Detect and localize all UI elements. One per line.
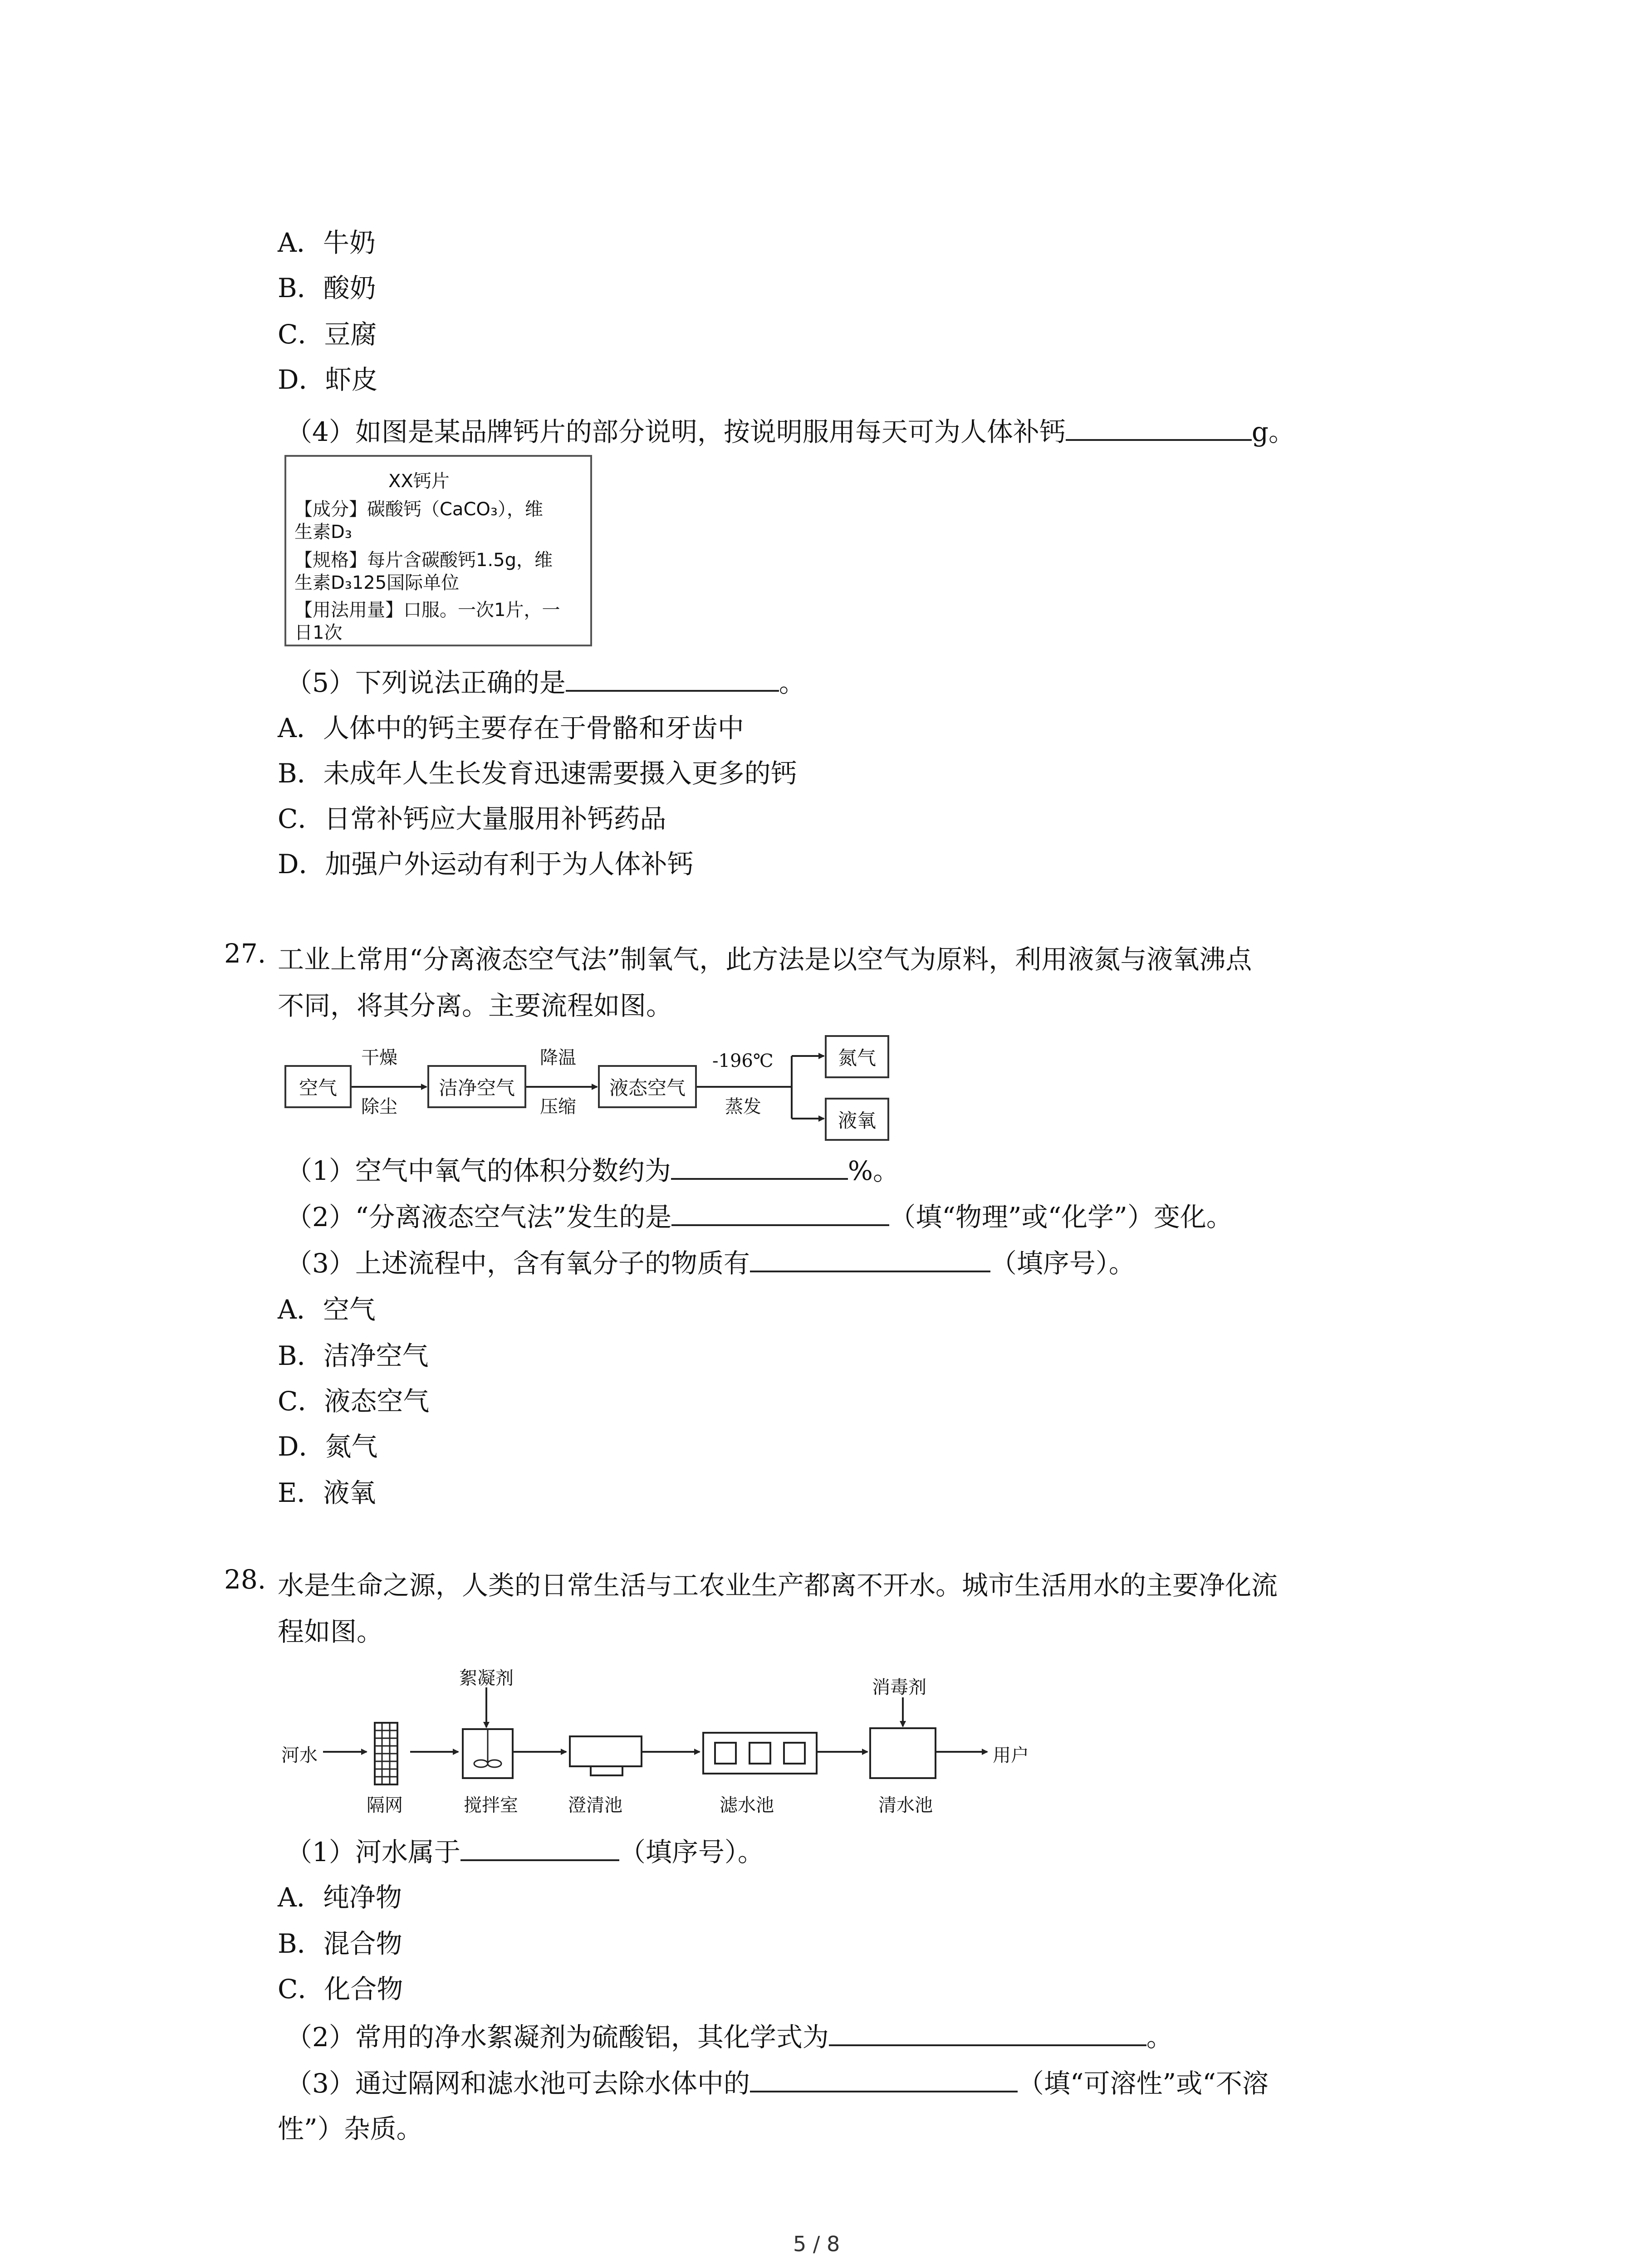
q27-option-a: A．空气 (278, 1294, 376, 1325)
q27-option-b: B．洁净空气 (278, 1340, 429, 1371)
step3-top-label: -196℃ (712, 1051, 774, 1071)
label-line-4: 生素D₃125国际单位 (294, 572, 460, 593)
flow-box-air: 空气 (284, 1065, 352, 1108)
q27-stem-line1: 工业上常用“分离液态空气法”制氧气，此方法是以空气为原料，利用液氮与液氧沸点 (278, 944, 1252, 975)
label-clarifier: 澄清池 (568, 1795, 622, 1816)
q28-stem-line1: 水是生命之源，人类的日常生活与工农业生产都离不开水。城市生活用水的主要净化流 (278, 1570, 1278, 1601)
flow-box-liquid-air: 液态空气 (598, 1065, 697, 1108)
q26-option-b: B．酸奶 (278, 273, 376, 303)
screen-grid-icon (375, 1723, 397, 1784)
page-number: 5 / 8 (793, 2232, 840, 2256)
q26-sub5-option-a: A．人体中的钙主要存在于骨骼和牙齿中 (278, 713, 744, 743)
q26-sub5-option-b: B．未成年人生长发育迅速需要摄入更多的钙 (278, 758, 797, 789)
q26-sub5-option-d: D．加强户外运动有利于为人体补钙 (278, 849, 694, 880)
label-filter-pool: 滤水池 (720, 1795, 774, 1816)
answer-blank[interactable] (829, 2021, 1146, 2046)
mixing-tank-icon (463, 1729, 513, 1778)
q27-option-e: E．液氧 (278, 1477, 376, 1508)
step2-top-label: 降温 (540, 1047, 576, 1068)
q26-sub4: （4）如图是某品牌钙片的部分说明，按说明服用每天可为人体补钙 g。 (286, 416, 1295, 447)
q27-number: 27. (224, 938, 266, 969)
q28-option-a: A．纯净物 (278, 1882, 402, 1913)
label-line-1: 【成分】碳酸钙（CaCO₃），维 (294, 499, 543, 520)
q27-option-d: D．氮气 (278, 1431, 378, 1462)
step1-top-label: 干燥 (361, 1047, 397, 1068)
label-line-6: 日1次 (294, 622, 343, 643)
q28-option-c: C．化合物 (278, 1974, 403, 2004)
clarifier-tank-icon (570, 1736, 642, 1775)
label-clean-water-pool: 清水池 (878, 1795, 933, 1816)
answer-blank[interactable] (460, 1836, 619, 1861)
filter-pool-icon (703, 1733, 817, 1774)
flow-box-nitrogen: 氮气 (825, 1035, 889, 1078)
flow-box-liquid-oxygen: 液氧 (825, 1098, 889, 1141)
q26-option-a: A．牛奶 (278, 227, 376, 258)
answer-blank[interactable] (750, 2067, 1018, 2092)
label-disinfectant: 消毒剂 (872, 1677, 926, 1698)
q27-stem-line2: 不同，将其分离。主要流程如图。 (278, 990, 673, 1021)
label-title: XX钙片 (388, 471, 450, 492)
clean-pool-icon (870, 1728, 936, 1778)
q28-sub3: （3）通过隔网和滤水池可去除水体中的 （填“可溶性”或“不溶 (286, 2068, 1269, 2099)
label-user: 用户 (993, 1745, 1029, 1766)
label-line-2: 生素D₃ (294, 522, 352, 543)
q27-sub2: （2）“分离液态空气法”发生的是 （填“物理”或“化学”）变化。 (286, 1202, 1233, 1232)
step1-bottom-label: 除尘 (361, 1096, 397, 1117)
q27-sub1: （1）空气中氧气的体积分数约为 %。 (286, 1155, 900, 1186)
q26-sub5-option-c: C．日常补钙应大量服用补钙药品 (278, 803, 666, 834)
q26-sub5: （5）下列说法正确的是 。 (286, 667, 805, 698)
q28-sub2: （2）常用的净水絮凝剂为硫酸铝，其化学式为 。 (286, 2022, 1173, 2053)
label-line-3: 【规格】每片含碳酸钙1.5g，维 (294, 550, 553, 571)
label-river-water: 河水 (281, 1745, 318, 1766)
q28-sub3-line2: 性”）杂质。 (278, 2113, 423, 2144)
q28-option-b: B．混合物 (278, 1928, 402, 1959)
label-flocculant: 絮凝剂 (459, 1668, 514, 1689)
q26-option-c: C．豆腐 (278, 319, 377, 350)
q28-stem-line2: 程如图。 (278, 1616, 383, 1647)
q27-sub3: （3）上述流程中，含有氧分子的物质有 （填序号）。 (286, 1248, 1135, 1279)
flow-box-clean-air: 洁净空气 (427, 1065, 526, 1108)
q28-sub1: （1）河水属于 （填序号）。 (286, 1837, 764, 1867)
label-line-5: 【用法用量】口服。一次1片，一 (294, 600, 560, 621)
label-mixing-room: 搅拌室 (464, 1795, 518, 1816)
step3-bottom-label: 蒸发 (725, 1096, 761, 1117)
q26-option-d: D．虾皮 (278, 364, 378, 395)
step2-bottom-label: 压缩 (540, 1096, 576, 1117)
q28-number: 28. (224, 1564, 266, 1595)
label-screen: 隔网 (367, 1795, 403, 1816)
q27-option-c: C．液态空气 (278, 1386, 430, 1417)
